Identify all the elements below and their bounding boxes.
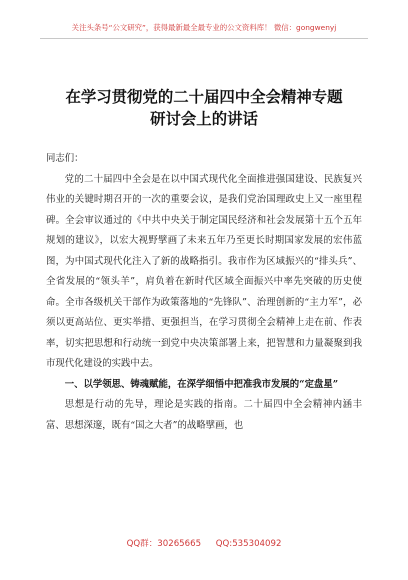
footer-qq: QQ:535304092 (215, 539, 282, 549)
salutation: 同志们： (46, 153, 84, 164)
document-title (40, 86, 368, 130)
document-body (46, 149, 362, 436)
footer-qq-group: QQ群：30265665 (126, 539, 202, 549)
title-line-2: 研讨会上的讲话 (150, 110, 258, 128)
footer-contact (0, 537, 408, 549)
header-promo-text: 关注头条号“公文研究”，获得最新最全最专业的公文资料库！ 微信：gongwenyj (71, 23, 337, 32)
title-line-1: 在学习贯彻党的二十届四中全会精神专题 (65, 88, 343, 106)
paragraph-1: 党的二十届四中全会是在以中国式现代化全面推进强国建设、民族复兴伟业的关键时期召开的一次的重要会议，是我们党治国理政史上又一座里程碑。全会审议通过的《中共中央关于制定国民经济和社会发展第十五个五年规划的建议》，以宏大视野擘画了未来五年乃至更长时期国家发展的宏伟蓝图，为中国式现代化注入了新的战略指引。我市作为区域振兴的“排头兵”、全省发展的“领头羊”，肩负着在新时代区域全面振兴中率先突破的历史使命。全市各级机关干部作为政策落地的“先锋队”、治理创新的“主力军”，必须以更高站位、更实举措、更强担当，在学习贯彻全会精神上走在前、作表率，切实把思想和行动统一到党中央决策部署上来，把智慧和力量凝聚到我市现代化建设的实践中去。 (46, 173, 362, 369)
header-divider (40, 38, 368, 39)
paragraph-2: 思想是行动的先导，理论是实践的指南。二十届四中全会精神内涵丰富、思想深邃，既有“国之大者”的战略擘画，也 (46, 399, 362, 431)
section-heading-1: 一、以学领思、铸魂赋能，在深学细悟中把准我市发展的“定盘星” (64, 378, 339, 390)
